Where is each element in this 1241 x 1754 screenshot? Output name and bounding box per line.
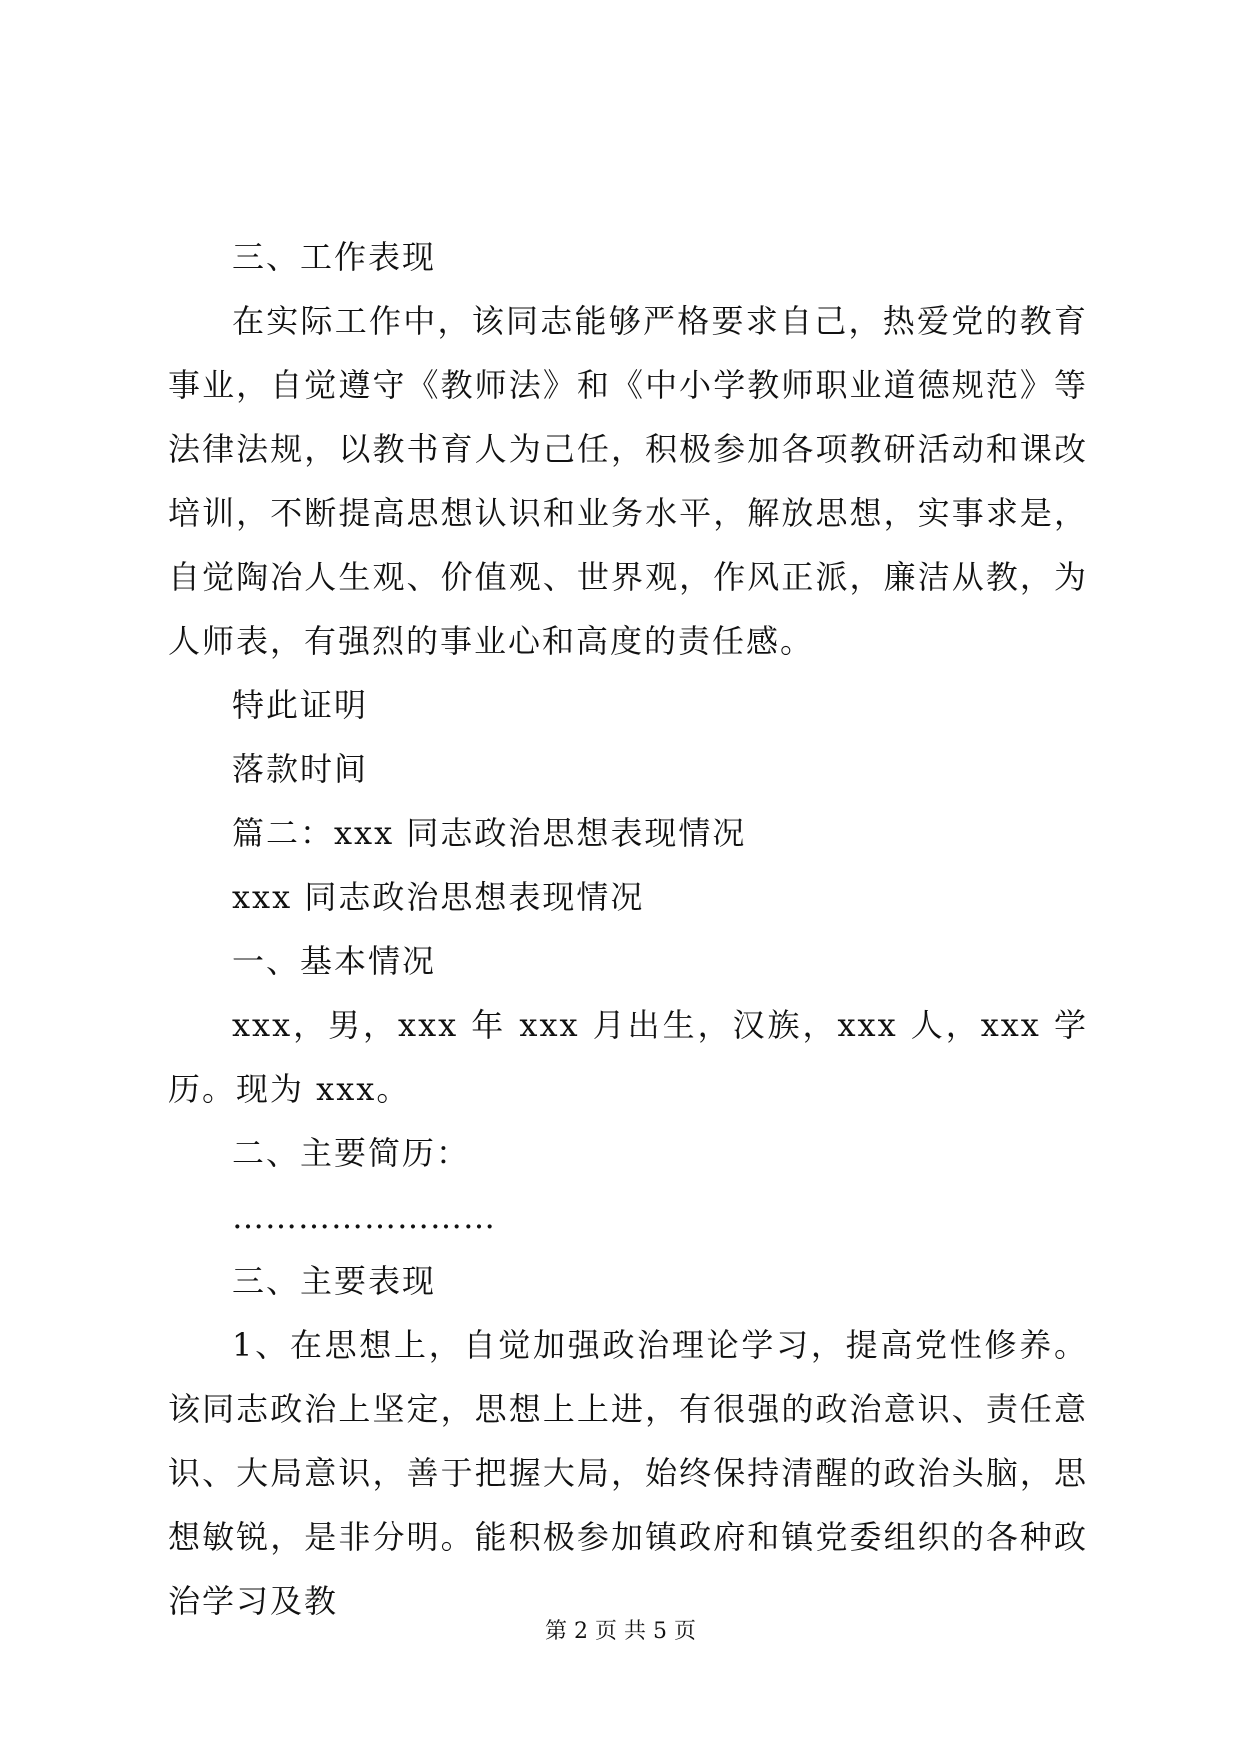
certification-line: 特此证明 — [232, 686, 369, 724]
page-footer: 第 2 页 共 5 页 — [545, 1619, 696, 1644]
section-heading-main-performance: 三、主要表现 — [232, 1262, 437, 1300]
document-body — [168, 225, 1088, 1633]
paragraph-basic-info: xxx，男，xxx 年 xxx 月出生，汉族，xxx 人，xxx 学历。现为 xxx。 — [168, 1006, 1088, 1108]
section-heading-resume: 二、主要简历： — [232, 1134, 471, 1172]
report-title: xxx 同志政治思想表现情况 — [232, 878, 645, 916]
section-heading-basic-info: 一、基本情况 — [232, 942, 437, 980]
section-heading-work-performance: 三、工作表现 — [232, 238, 437, 276]
paragraph-ideology: 1、在思想上，自觉加强政治理论学习，提高党性修养。该同志政治上坚定，思想上上进，有很强的政治意识、责任意识、大局意识，善于把握大局，始终保持清醒的政治头脑，思想敏锐，是非分明。能积极参加镇政府和镇党委组织的各种政治学习及教 — [168, 1326, 1088, 1620]
signature-date-line: 落款时间 — [232, 750, 369, 788]
paragraph-work-performance: 在实际工作中，该同志能够严格要求自己，热爱党的教育事业，自觉遵守《教师法》和《中小学教师职业道德规范》等法律法规，以教书育人为己任，积极参加各项教研活动和课改培训，不断提高思想认识和业务水平，解放思想，实事求是，自觉陶冶人生观、价值观、世界观，作风正派，廉洁从教，为人师表，有强烈的事业心和高度的责任感。 — [168, 302, 1088, 660]
chapter-two-title: 篇二：xxx 同志政治思想表现情况 — [232, 814, 747, 852]
resume-placeholder-dots: …………………… — [232, 1198, 496, 1236]
